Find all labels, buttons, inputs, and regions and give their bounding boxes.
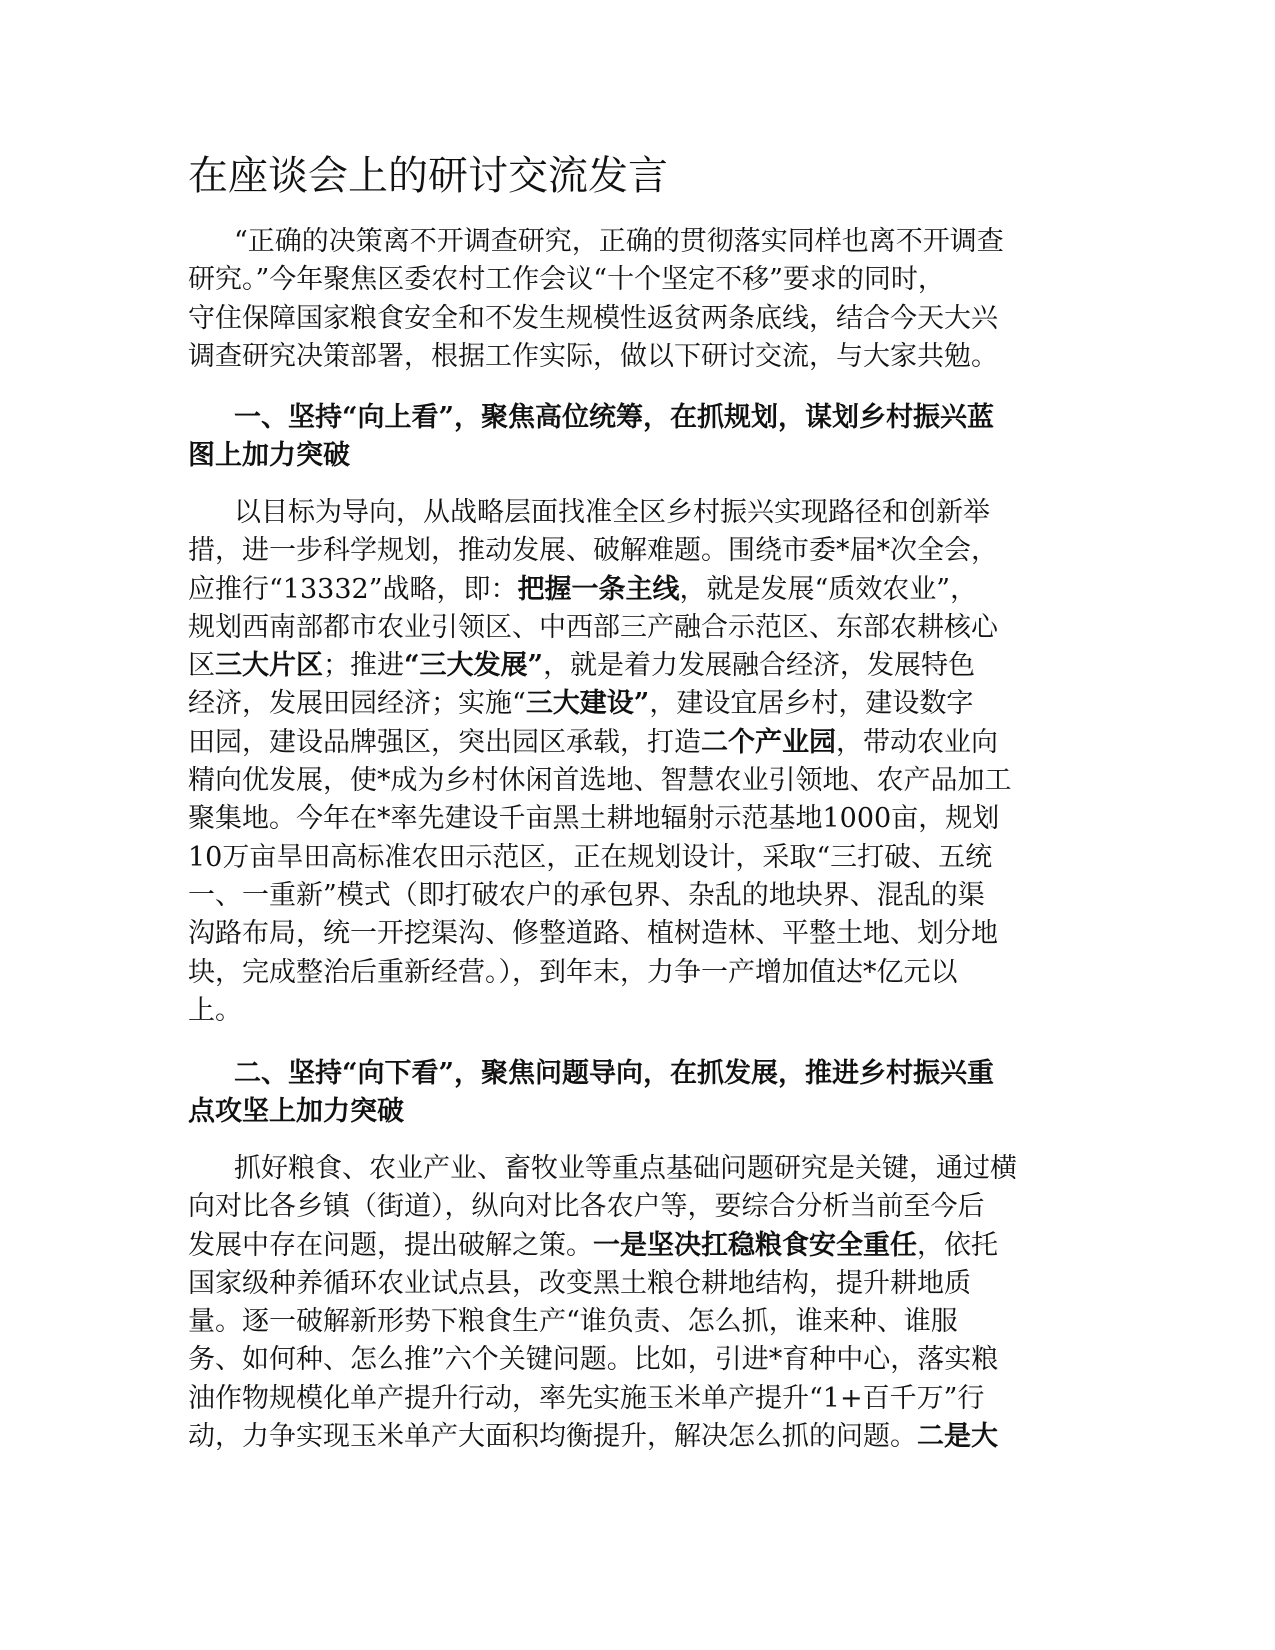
- text-line: “正确的决策离不开调查研究，正确的贯彻落实同样也离不开调查: [234, 226, 1004, 257]
- text-line: [188, 1227, 1078, 1265]
- text-line: [188, 1418, 1078, 1456]
- emphasis-text: 三大片区: [215, 650, 323, 682]
- section-1-heading: [188, 399, 1078, 476]
- text-line: 一、一重新”模式（即打破农户的承包界、杂乱的地块界、混乱的渠: [188, 879, 985, 911]
- text-line: 调查研究决策部署，根据工作实际，做以下研讨交流，与大家共勉。: [188, 340, 998, 372]
- text-line: [188, 571, 1078, 609]
- text-run: ，就是发展“质效农业”，: [679, 573, 978, 605]
- text-line: 量。逐一破解新形势下粮食生产“谁负责、怎么抓，谁来种、谁服: [188, 1306, 958, 1338]
- text-line: 研究。”今年聚焦区委农村工作会议“十个坚定不移”要求的同时，: [188, 264, 945, 296]
- text-run: ，带动农业向: [836, 726, 998, 758]
- text-run: ，就是着力发展融合经济，发展特色: [543, 650, 976, 682]
- text-run: ，建设宜居乡村，建设数字: [649, 688, 974, 720]
- text-line: 向对比各乡镇（街道），纵向对比各农户等，要综合分析当前至今后: [188, 1191, 985, 1223]
- emphasis-text: 二是大: [917, 1421, 998, 1453]
- text-line: 规划西南部都市农业引领区、中西部三产融合示范区、东部农耕核心: [188, 611, 998, 643]
- intro-paragraph: [188, 223, 1078, 376]
- text-run: 动，力争实现玉米单产大面积均衡提升，解决怎么抓的问题。: [188, 1421, 917, 1453]
- text-line: 块，完成整治后重新经营。），到年末，力争一产增加值达*亿元以: [188, 956, 958, 988]
- text-run: 田园，建设品牌强区，突出园区承载，打造: [188, 726, 701, 758]
- text-line: 10万亩旱田高标准农田示范区，正在规划设计，采取“三打破、五统: [188, 841, 993, 873]
- text-line: 务、如何种、怎么推”六个关键问题。比如，引进*育种中心，落实粮: [188, 1344, 999, 1376]
- emphasis-text: 二个产业园: [701, 726, 836, 758]
- text-run: 发展中存在问题，提出破解之策。: [188, 1229, 593, 1261]
- emphasis-text: “三大发展”: [404, 650, 544, 682]
- text-line: 抓好粮食、农业产业、畜牧业等重点基础问题研究是关键，通过横: [234, 1153, 1017, 1184]
- section-2-paragraph: [188, 1150, 1078, 1456]
- text-line: 沟路布局，统一开挖渠沟、修整道路、植树造林、平整土地、划分地: [188, 918, 998, 950]
- text-line: 以目标为导向，从战略层面找准全区乡村振兴实现路径和创新举: [234, 497, 990, 528]
- text-line: [188, 685, 1078, 723]
- heading-line: 点攻坚上加力突破: [188, 1096, 404, 1128]
- text-line: 精向优发展，使*成为乡村休闲首选地、智慧农业引领地、农产品加工: [188, 765, 1012, 797]
- text-run: 区: [188, 650, 215, 682]
- heading-line: 图上加力突破: [188, 440, 350, 472]
- text-run: 经济，发展田园经济；实施“: [188, 688, 526, 720]
- text-line: 油作物规模化单产提升行动，率先实施玉米单产提升“1+百千万”行: [188, 1382, 985, 1414]
- heading-line: 一、坚持“向上看”，聚焦高位统筹，在抓规划，谋划乡村振兴蓝: [234, 402, 995, 433]
- emphasis-text: 三大建设”: [525, 688, 650, 720]
- text-line: 聚集地。今年在*率先建设千亩黑土耕地辐射示范基地1000亩，规划: [188, 803, 1000, 835]
- document-title: 在座谈会上的研讨交流发言: [188, 153, 668, 199]
- emphasis-text: 一是坚决扛稳粮食安全重任: [593, 1229, 917, 1261]
- text-line: 上。: [188, 994, 242, 1026]
- text-run: 应推行“13332”战略，即：: [188, 573, 518, 605]
- text-run: ，依托: [917, 1229, 998, 1261]
- section-1-paragraph: [188, 494, 1078, 1030]
- text-line: 守住保障国家粮食安全和不发生规模性返贫两条底线，结合今天大兴: [188, 302, 998, 334]
- section-2-heading: [188, 1055, 1078, 1132]
- text-line: 国家级种养循环农业试点县，改变黑土粮仓耕地结构，提升耕地质: [188, 1267, 971, 1299]
- heading-line: 二、坚持“向下看”，聚焦问题导向，在抓发展，推进乡村振兴重: [234, 1058, 995, 1089]
- text-line: [188, 724, 1078, 762]
- text-line: [188, 647, 1078, 685]
- emphasis-text: 把握一条主线: [517, 573, 680, 605]
- text-line: 措，进一步科学规划，推动发展、破解难题。围绕市委*届*次全会，: [188, 535, 998, 567]
- text-run: ；推进: [323, 650, 404, 682]
